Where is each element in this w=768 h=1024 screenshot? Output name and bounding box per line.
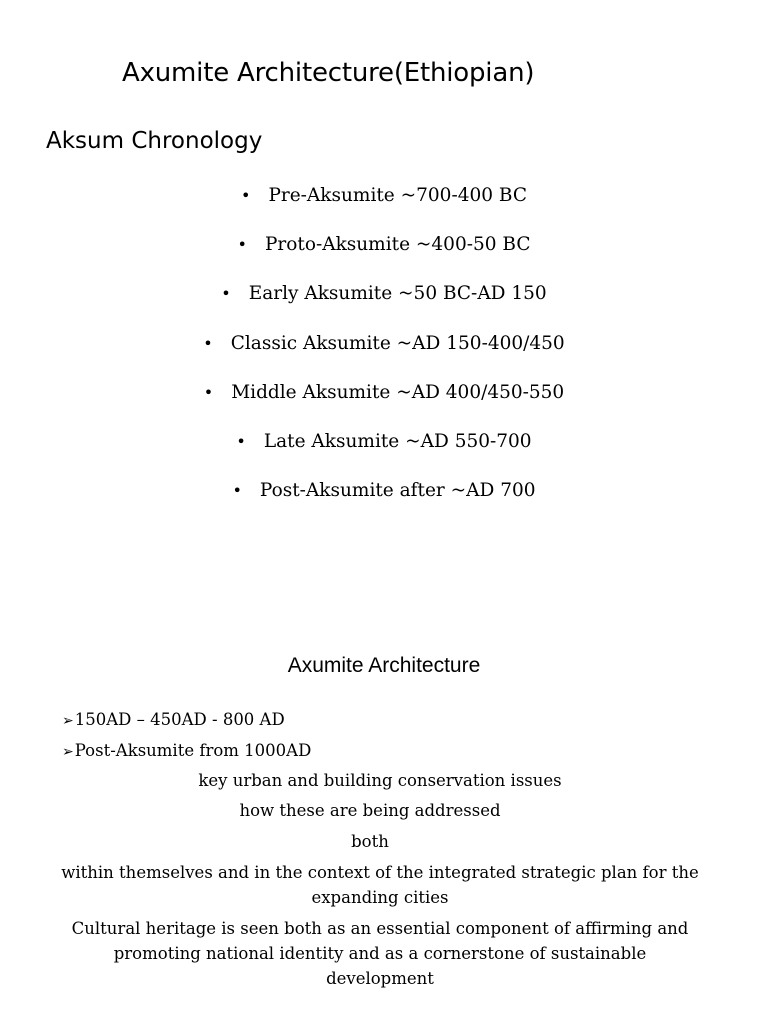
chronology-item bbox=[0, 377, 768, 426]
bullet-icon: • bbox=[237, 235, 247, 255]
period-item bbox=[62, 706, 311, 737]
bullet-icon: • bbox=[203, 382, 214, 402]
period-item bbox=[62, 737, 311, 768]
document-title: Axumite Architecture(Ethiopian) bbox=[122, 58, 535, 88]
chronology-item-text: Classic Aksumite ~AD 150-400/450 bbox=[230, 332, 565, 354]
chronology-heading: Aksum Chronology bbox=[46, 128, 263, 154]
period-list bbox=[62, 706, 311, 767]
chronology-list bbox=[0, 180, 768, 524]
bullet-icon: • bbox=[221, 284, 231, 304]
period-item-text: Post-Aksumite from 1000AD bbox=[74, 740, 312, 760]
chronology-item-text: Post-Aksumite after ~AD 700 bbox=[259, 480, 536, 502]
chronology-item-text: Pre-Aksumite ~700-400 BC bbox=[268, 185, 527, 206]
chronology-item bbox=[0, 180, 768, 229]
chronology-item-text: Early Aksumite ~50 BC-AD 150 bbox=[248, 283, 547, 305]
body-paragraph: within themselves and in the context of the integrated strategic plan for the expanding cities bbox=[61, 863, 699, 907]
body-line: how these are being addressed bbox=[239, 801, 501, 820]
chronology-item bbox=[0, 278, 768, 327]
chronology-item-text: Proto-Aksumite ~400-50 BC bbox=[264, 234, 531, 256]
chronology-item-text: Middle Aksumite ~AD 400/450-550 bbox=[231, 381, 565, 403]
architecture-heading: Axumite Architecture bbox=[287, 654, 481, 677]
bullet-icon: • bbox=[236, 431, 246, 451]
body-paragraph: Cultural heritage is seen both as an essential component of affirming and promoting national identity and as a cornerstone of sustainable development bbox=[71, 919, 689, 988]
chronology-item-text: Late Aksumite ~AD 550-700 bbox=[263, 430, 532, 452]
bullet-icon: • bbox=[241, 186, 251, 205]
arrow-bullet-icon: ➢ bbox=[62, 713, 74, 729]
chronology-item bbox=[0, 475, 768, 524]
chronology-item bbox=[0, 426, 768, 475]
body-line: both bbox=[351, 832, 389, 851]
period-item-text: 150AD – 450AD - 800 AD bbox=[74, 710, 285, 729]
chronology-item bbox=[0, 328, 768, 377]
chronology-item bbox=[0, 229, 768, 278]
body-line: key urban and building conservation issues bbox=[198, 771, 562, 790]
arrow-bullet-icon: ➢ bbox=[62, 743, 74, 760]
bullet-icon: • bbox=[203, 333, 213, 353]
bullet-icon: • bbox=[232, 481, 242, 501]
